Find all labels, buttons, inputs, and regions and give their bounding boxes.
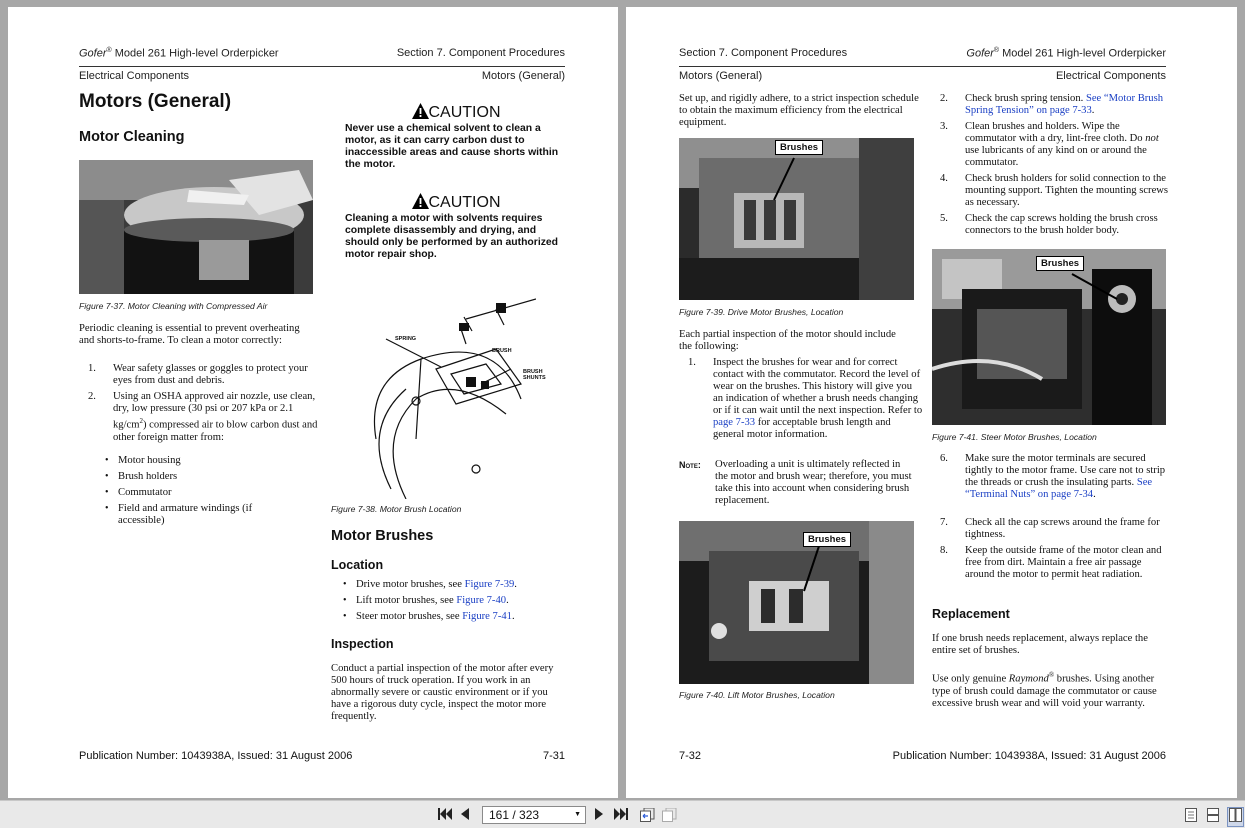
header-document-title: Gofer® Model 261 High-level Orderpicker <box>79 47 279 60</box>
motor-cleaning-heading: Motor Cleaning <box>79 129 185 145</box>
first-page-icon[interactable] <box>438 808 452 824</box>
link-figure-7-39[interactable]: Figure 7-39 <box>464 579 515 590</box>
brushes-callout-fig-7-39: Brushes <box>775 140 823 155</box>
inspection-paragraph: Conduct a partial inspection of the motor after every 500 hours of truck operation. If you work in an abnormally severe or caustic environment or if you have a rigorous duty cycle, inspect the motor more frequently. <box>331 663 554 722</box>
figure-7-41-caption: Figure 7-41. Steer Motor Brushes, Location <box>932 432 1097 442</box>
location-heading: Location <box>331 558 384 572</box>
header-section: Section 7. Component Procedures <box>679 47 848 59</box>
link-terminal-nuts[interactable]: See “Terminal Nuts” on page 7-34 <box>965 477 1153 500</box>
warning-triangle-icon <box>412 193 429 209</box>
header-rule <box>679 66 1166 67</box>
subheader-right: Electrical Components <box>1055 70 1166 82</box>
link-brush-spring-tension[interactable]: See “Motor Brush Spring Tension” on page 7-33 <box>965 93 1164 116</box>
continuous-view-icon[interactable] <box>1207 808 1219 826</box>
next-page-icon[interactable] <box>595 808 603 824</box>
page-number-input[interactable]: 161 / 323 ▼ <box>482 806 586 824</box>
single-page-view-icon[interactable] <box>1185 808 1197 826</box>
subheader-left: Motors (General) <box>679 70 763 82</box>
figure-7-40-photo <box>679 521 914 684</box>
forward-history-icon[interactable] <box>662 808 677 826</box>
bullet-motor-housing: • Motor housing <box>118 455 181 467</box>
label-brush: BRUSH <box>492 348 512 354</box>
back-history-icon[interactable] <box>640 808 655 826</box>
viewer-toolbar <box>0 800 1245 828</box>
caution-2: CAUTION Cleaning a motor with solvents requires complete disassembly and drying, and should only be performed by an authorized motor repair shop. <box>345 194 559 260</box>
replacement-paragraph-1: If one brush needs replacement, always replace the entire set of brushes. <box>932 633 1148 656</box>
partial-inspection-paragraph: Each partial inspection of the motor should include the following: <box>679 329 896 352</box>
last-page-icon[interactable] <box>614 808 628 824</box>
figure-7-41-photo <box>932 249 1166 425</box>
figure-7-39-caption: Figure 7-39. Drive Motor Brushes, Location <box>679 307 844 317</box>
motor-brushes-heading: Motor Brushes <box>331 528 434 544</box>
figure-7-37-photo <box>79 160 313 294</box>
footer-publication: Publication Number: 1043938A, Issued: 31 August 2006 <box>79 750 353 762</box>
bullet-brush-holders: • Brush holders <box>118 471 177 483</box>
link-page-7-33[interactable]: page 7-33 <box>713 417 756 428</box>
two-page-view-icon[interactable] <box>1227 807 1244 827</box>
location-item-lift: • Lift motor brushes, see Figure 7-40. <box>356 595 509 607</box>
page-title: Motors (General) <box>79 91 232 112</box>
bullet-commutator: • Commutator <box>118 487 172 499</box>
footer-publication: Publication Number: 1043938A, Issued: 31 August 2006 <box>892 750 1166 762</box>
location-item-drive: • Drive motor brushes, see Figure 7-39. <box>356 579 517 591</box>
label-spring: SPRING <box>395 336 417 342</box>
figure-7-38-diagram <box>346 289 546 499</box>
motor-brush-drawing <box>346 289 536 499</box>
intro-paragraph: Periodic cleaning is essential to prevent overheating and shorts-to-frame. To clean a motor correctly: <box>79 323 300 346</box>
note-label: Note: <box>679 460 701 470</box>
brushes-callout-fig-7-40: Brushes <box>803 532 851 547</box>
brushes-callout-fig-7-41: Brushes <box>1036 256 1084 271</box>
warning-triangle-icon <box>412 103 429 119</box>
footer-page-number: 7-31 <box>542 750 565 762</box>
footer-page-number: 7-32 <box>679 750 702 762</box>
label-brush-shunts: BRUSH SHUNTS <box>523 369 546 381</box>
figure-7-39-photo <box>679 138 914 300</box>
right-page: Section 7. Component Procedures Gofer® Model 261 High-level Orderpicker Motors (General) Electrical Components Set up, and rigidly adhere, to a strict inspection schedule to obtain the maximum efficiency from the electrical equipment. Brushes Figure 7-39. Drive Motor Brushes, Location Each partial inspection of the motor should include the following: 1. Inspect the brushes for wear and for correct contact with the commutator. Record the level of wear on the brushes. This history will give you an indication of whether a brush needs changing or if it can wait until the next inspection. Refer to page 7-33 for acceptable brush length and general motor information. Note: Overloading a unit is ultimately reflected in the motor and brush wear; therefore, you must take this into account when considering brush replacement. Brushes Figure 7-40. Lift Motor Brushes, Location 2. Check brush spring tension. See “Motor Brush Spring Tension” on page 7-33. 3. Clean brushes and holders. Wipe the commutator with a dry, lint-free cloth. Do not use lubricants of any kind on or around the commutator. 4. Check brush holders for solid connection to the mounting support. Tighten the mounting screws as necessary. 5. Check the cap screws holding the brush cross connectors to the brush holder body. Brushes Figure 7-41. Steer Motor Brushes, Location 6. Make sure the motor terminals are secured tightly to the motor frame. Use care not to strip the threads or crush the insulating parts. See “Terminal Nuts” on page 7-34. 7. Check all the cap screws around the frame for tightness. 8. Keep the outside frame of the motor clean and free from dirt. Maintain a free air passage around the motor to permit heat radiation. Replacement If one brush needs replacement, always replace the entire set of brushes. Use only genuine Raymond® brushes. Using another type of brush could damage the commutator or cause excessive brush wear and will void your warranty. 7-32 Publication Number: 1043938A, Issued: 31 August 2006 <box>626 7 1237 798</box>
link-figure-7-40[interactable]: Figure 7-40 <box>456 595 507 606</box>
note-text: Overloading a unit is ultimately reflected in the motor and brush wear; therefore, you must take this into account when considering brush replacement. <box>715 459 912 506</box>
inspection-heading: Inspection <box>331 637 394 651</box>
subheader-left: Electrical Components <box>79 70 190 82</box>
header-rule <box>79 66 565 67</box>
header-section: Section 7. Component Procedures <box>396 47 565 59</box>
figure-7-40-caption: Figure 7-40. Lift Motor Brushes, Location <box>679 690 835 700</box>
figure-7-38-caption: Figure 7-38. Motor Brush Location <box>331 504 462 514</box>
chevron-down-icon[interactable]: ▼ <box>574 811 581 818</box>
subheader-right: Motors (General) <box>481 70 565 82</box>
header-document-title: Gofer® Model 261 High-level Orderpicker <box>966 47 1166 60</box>
caution-1: CAUTION Never use a chemical solvent to clean a motor, as it can carry carbon dust to inaccessible areas and cause shorts within the motor. <box>345 104 559 170</box>
left-page: Gofer® Model 261 High-level Orderpicker Section 7. Component Procedures Electrical Components Motors (General) Motors (General) Motor Cleaning Figure 7-37. Motor Cleaning with Compressed Air Periodic cleaning is essential to prevent overheating and shorts-to-frame. To clean a motor correctly: 1. Wear safety glasses or goggles to protect your eyes from dust and debris. 2. Using an OSHA approved air nozzle, use clean, dry, low pressure (30 psi or 207 kPa or 2.1 $kg/cm^2$) compressed air to blow carbon dust and other foreign matter from: • Motor housing • Brush holders • Commutator • Field and armature windings (if accessible) CAUTION Never use a chemical solvent to clean a motor, as it can carry carbon dust to inaccessible areas and cause shorts within the motor. CAUTION Cleaning a motor with solvents requires complete disassembly and drying, and should only be performed by an authorized motor repair shop. SPRING BRUSH BRUSH SHUNTS Figure 7-38. Motor Brush Location Motor Brushes Location • Drive motor brushes, see Figure 7-39. • Lift motor brushes, see Figure 7-40. • Steer motor brushes, see Figure 7-41. Inspection Conduct a partial inspection of the motor after every 500 hours of truck operation. If you work in an abnormally severe or caustic environment or if you have a rigorous duty cycle, inspect the motor more frequently. Publication Number: 1043938A, Issued: 31 August 2006 7-31 <box>8 7 618 798</box>
location-item-steer: • Steer motor brushes, see Figure 7-41. <box>356 611 515 623</box>
replacement-paragraph-2: Use only genuine Raymond® brushes. Using another type of brush could damage the commutator or cause excessive brush wear and will void your warranty. <box>932 671 1157 709</box>
replacement-heading: Replacement <box>932 607 1010 621</box>
setup-paragraph: Set up, and rigidly adhere, to a strict inspection schedule to obtain the maximum efficiency from the electrical equipment. <box>679 93 919 128</box>
bullet-field-windings: • Field and armature windings (if accessible) <box>118 503 288 527</box>
figure-7-37-caption: Figure 7-37. Motor Cleaning with Compressed Air <box>79 301 268 311</box>
link-figure-7-41[interactable]: Figure 7-41 <box>462 611 512 622</box>
previous-page-icon[interactable] <box>461 808 469 824</box>
